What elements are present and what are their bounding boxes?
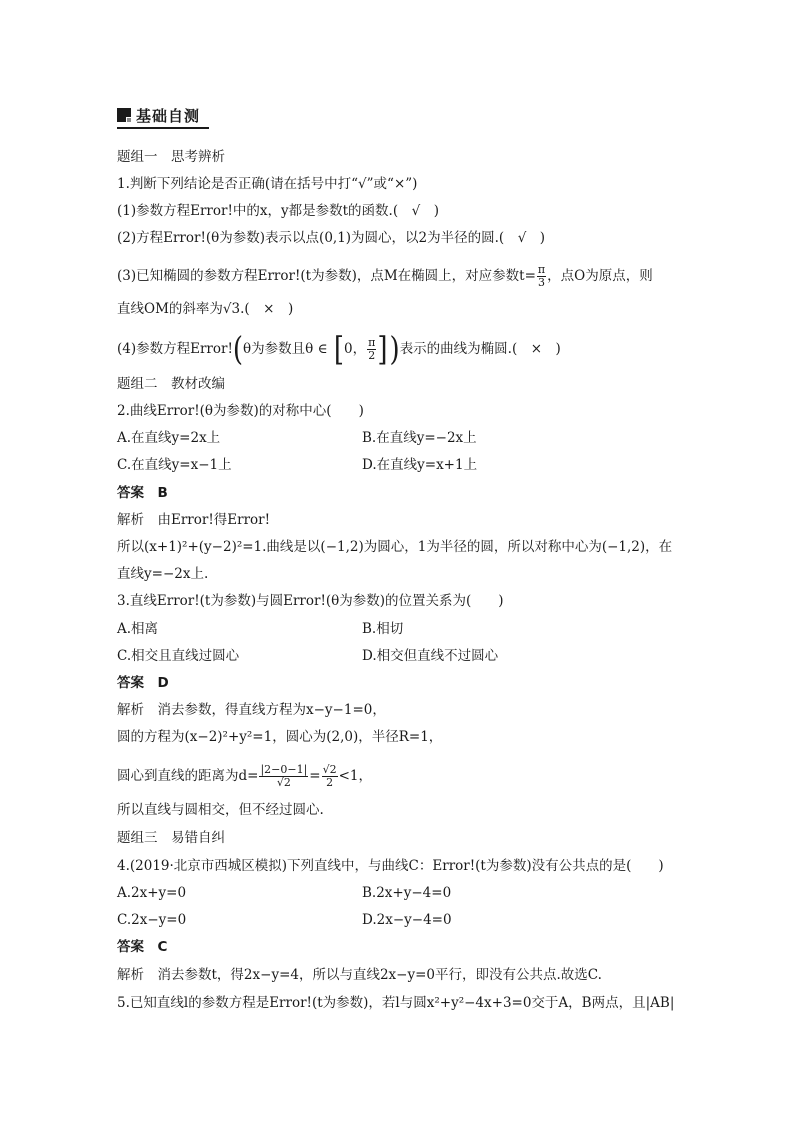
q2-analysis-2: 所以(x+1)²+(y−2)²=1.曲线是以(−1,2)为圆心，1为半径的圆，所以对称中心为(−1,2)，在	[117, 539, 673, 555]
q3-analysis-3: 圆心到直线的距离为d= $\frac{|2-0-1|}{√2}$ = $\frac{√2}{2}$ <1，	[117, 763, 373, 789]
q2-analysis-3: 直线y=−2x上.	[117, 566, 209, 582]
q4-option-d: D.2x−y−4=0	[362, 912, 452, 928]
q1-item-3-text: (3)已知椭圆的参数方程Error!(t为参数)，点M在椭圆上，对应参数t=	[117, 268, 536, 284]
q3-analysis-4: 所以直线与圆相交，但不经过圆心.	[117, 802, 324, 818]
q2-analysis-1: 解析 由Error!得Error!	[117, 512, 271, 528]
q1-item-4-text: (4)参数方程Error!	[117, 341, 233, 357]
q2-option-d: D.在直线y=x+1上	[362, 457, 478, 473]
q4-analysis: 解析 消去参数t，得2x−y=4，所以与直线2x−y=0平行，即没有公共点.故选C.	[117, 967, 602, 983]
section-title: 基础自测	[136, 107, 201, 125]
q3-option-c: C.相交且直线过圆心	[117, 648, 240, 664]
q1-item-3	[117, 264, 653, 289]
q1-item-4-tail: 表示的曲线为椭圆.( × )	[399, 341, 561, 357]
q4-option-a: A.2x+y=0	[117, 885, 187, 901]
q4-stem: 4.(2019·北京市西城区模拟)下列直线中，与曲线C：Error!(t为参数)没有公共点的是( )	[117, 858, 664, 874]
q4-answer: 答案 C	[117, 939, 168, 955]
q2-stem: 2.曲线Error!(θ为参数)的对称中心( )	[117, 403, 364, 419]
fraction-pi-over-2: $\frac{\pi}{2}$	[368, 336, 376, 362]
q5-stem: 5.已知直线l的参数方程是Error!(t为参数)，若l与圆x²+y²−4x+3=0交于A，B两点，且|AB|	[117, 995, 675, 1011]
q2-option-a: A.在直线y=2x上	[117, 430, 221, 446]
q1-item-4-cond: θ为参数且θ ∈	[243, 341, 332, 357]
section-underline	[117, 127, 209, 129]
right-paren: )	[389, 330, 400, 369]
fraction-pi-over-3: $\frac{\pi}{3}$	[537, 263, 546, 289]
q1-item-3-cont: 直线OM的斜率为√3.( × )	[117, 301, 294, 317]
left-paren: (	[232, 330, 244, 369]
q3-option-b: B.相切	[362, 621, 404, 637]
q1-stem: 1.判断下列结论是否正确(请在括号中打“√”或“×”)	[117, 176, 418, 192]
q2-option-c: C.在直线y=x−1上	[117, 457, 232, 473]
q4-option-c: C.2x−y=0	[117, 912, 187, 928]
q4-option-b: B.2x+y−4=0	[362, 885, 452, 901]
q3-analysis-2: 圆的方程为(x−2)²+y²=1，圆心为(2,0)，半径R=1，	[117, 729, 443, 745]
q1-item-1: (1)参数方程Error!中的x，y都是参数t的函数.( √ )	[117, 203, 439, 219]
interval: [0， $\frac{\pi}{2}$ ]	[333, 330, 388, 369]
q3-answer: 答案 D	[117, 675, 169, 691]
distance-fraction-2: $\frac{√2}{2}$	[322, 763, 337, 789]
section-header	[117, 105, 209, 129]
group1-title: 题组一 思考辨析	[117, 149, 225, 165]
distance-fraction: $\frac{|2-0-1|}{√2}$	[260, 763, 308, 789]
q1-item-3-tail: ，点O为原点，则	[547, 268, 653, 284]
group2-title: 题组二 教材改编	[117, 376, 225, 392]
group3-title: 题组三 易错自纠	[117, 830, 225, 846]
q3-option-a: A.相离	[117, 621, 159, 637]
section-block-icon	[117, 108, 131, 122]
q2-answer: 答案 B	[117, 485, 168, 501]
q2-option-b: B.在直线y=−2x上	[362, 430, 477, 446]
q1-item-4	[117, 330, 561, 369]
q1-item-2: (2)方程Error!(θ为参数)表示以点(0,1)为圆心，以2为半径的圆.( √ )	[117, 230, 546, 246]
q3-stem: 3.直线Error!(t为参数)与圆Error!(θ为参数)的位置关系为( )	[117, 593, 504, 609]
q3-option-d: D.相交但直线不过圆心	[362, 648, 499, 664]
q3-analysis-1: 解析 消去参数，得直线方程为x−y−1=0，	[117, 702, 386, 718]
